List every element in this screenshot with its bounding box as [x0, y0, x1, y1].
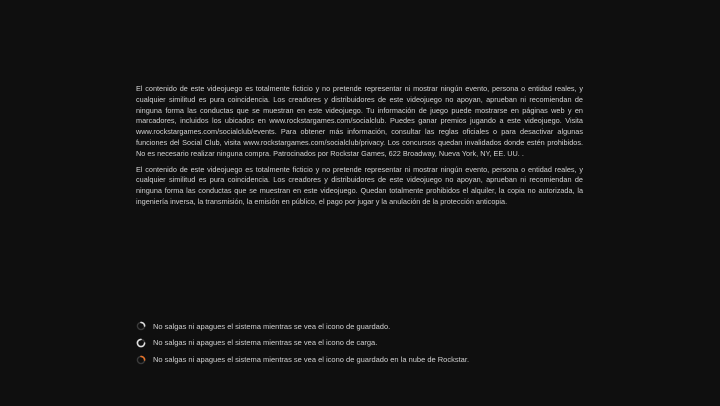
notice-loading-text: No salgas ni apagues el sistema mientras se vea el icono de carga.	[153, 338, 378, 348]
notice-saving	[136, 320, 636, 332]
notice-cloud-saving	[136, 354, 636, 366]
disclaimer-paragraph-1: El contenido de este videojuego es totalmente ficticio y no pretende representar ni mostrar ningún evento, persona o entidad reales, y cualquier similitud es pura coincidencia. Los creadores y distribuidores de este videojuego no apoyan, aprueban ni recomiendan de ninguna forma las conductas que se muestran en este videojuego. Tu información de juego puede mostrarse en páginas web y en marcadores, incluidos los ubicados en www.rockstargames.com/socialclub. Puedes ganar premios jugando a este videojuego. Visita www.rockstargames.com/socialclub/events. Para obtener más información, consultar las reglas oficiales o para desactivar algunas funciones del Social Club, visita www.rockstargames.com/socialclub/privacy. Los concursos quedan invalidados donde estén prohibidos. No es necesario realizar ninguna compra. Patrocinados por Rockstar Games, 622 Broadway, Nueva York, NY, EE. UU. .	[136, 84, 583, 158]
loading-spinner-icon	[136, 338, 146, 348]
legal-disclaimer	[136, 84, 583, 213]
saving-spinner-icon	[136, 321, 146, 331]
system-notices	[136, 320, 636, 370]
notice-loading	[136, 337, 636, 349]
cloud-saving-spinner-icon	[136, 355, 146, 365]
notice-cloud-saving-text: No salgas ni apagues el sistema mientras se vea el icono de guardado en la nube de Rockstar.	[153, 355, 470, 365]
disclaimer-paragraph-2: El contenido de este videojuego es totalmente ficticio y no pretende representar ni mostrar ningún evento, persona o entidad reales, y cualquier similitud es pura coincidencia. Los creadores y distribuidores de este videojuego no apoyan, aprueban ni recomiendan de ninguna forma las conductas que se muestran en este videojuego. Quedan totalmente prohibidos el alquiler, la copia no autorizada, la ingeniería inversa, la transmisión, la emisión en público, el pago por jugar y la anulación de la protección anticopia.	[136, 164, 583, 206]
notice-saving-text: No salgas ni apagues el sistema mientras se vea el icono de guardado.	[153, 321, 391, 331]
